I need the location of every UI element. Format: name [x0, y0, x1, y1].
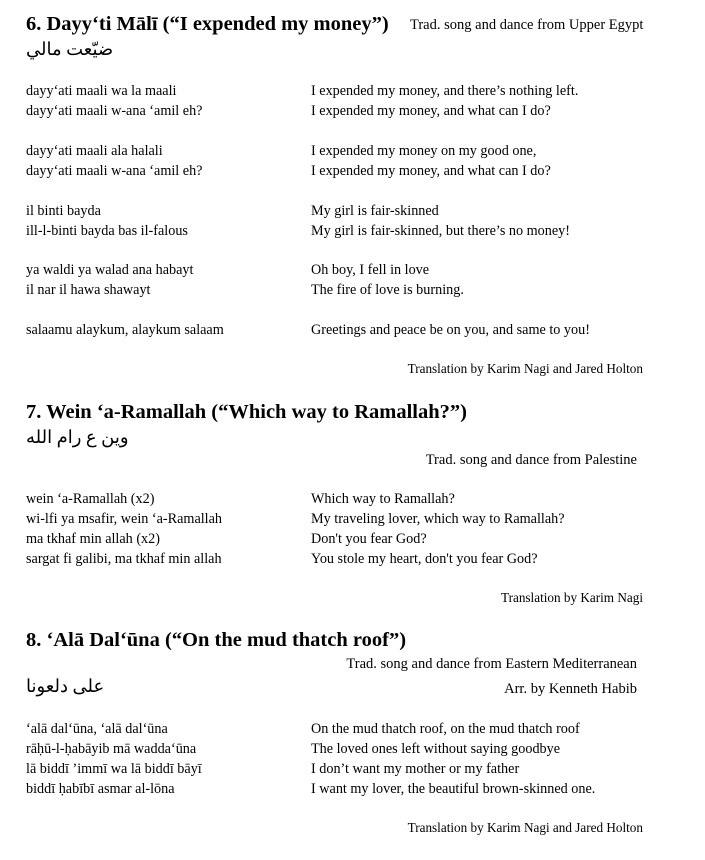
lyric-translation: My girl is fair-skinned, but there’s no money!	[311, 223, 570, 239]
lyric-original: wein ‘a-Ramallah (x2)	[26, 491, 155, 507]
arabic-title: ضيّعت مالي	[26, 39, 114, 59]
lyric-translation: I want my lover, the beautiful brown-skinned one.	[311, 781, 596, 797]
lyric-original: dayy‘ati maali wa la maali	[26, 83, 177, 99]
lyric-translation: Oh boy, I fell in love	[311, 262, 430, 278]
lyric-original: dayy‘ati maali ala halali	[26, 143, 163, 159]
lyric-original: ma tkhaf min allah (x2)	[26, 531, 160, 547]
lyric-original: salaamu alaykum, alaykum salaam	[26, 322, 224, 338]
lyric-original: biddī ḥabībī asmar al-lōna	[26, 781, 175, 797]
lyric-translation: My traveling lover, which way to Ramallah?	[311, 511, 565, 527]
arranger-credit: Arr. by Kenneth Habib	[504, 681, 637, 697]
lyric-translation: I don’t want my mother or my father	[311, 761, 520, 777]
lyric-translation: I expended my money, and there’s nothing left.	[311, 83, 579, 99]
song-title: 7. Wein ‘a-Ramallah (“Which way to Ramallah?”)	[26, 401, 467, 423]
lyric-translation: Don't you fear God?	[311, 531, 427, 547]
song-origin: Trad. song and dance from Palestine	[425, 452, 637, 468]
lyric-translation: On the mud thatch roof, on the mud thatch roof	[311, 721, 580, 737]
lyric-translation: I expended my money, and what can I do?	[311, 163, 551, 179]
lyric-original: il binti bayda	[26, 203, 101, 219]
arabic-title: على دلعونا	[26, 676, 105, 696]
song-title: 8. ‘Alā Dal‘ūna (“On the mud thatch roof”)	[26, 629, 407, 651]
lyric-original: ya waldi ya walad ana habayt	[26, 262, 194, 278]
lyric-original: dayy‘ati maali w-ana ‘amil eh?	[26, 103, 203, 119]
lyric-translation: Greetings and peace be on you, and same to you!	[311, 322, 590, 338]
translation-credit: Translation by Karim Nagi and Jared Holton	[407, 820, 643, 835]
lyric-original: ill-l-binti bayda bas il-falous	[26, 223, 188, 239]
lyric-original: lā biddī ’immī wa lā biddī bāyī	[26, 761, 202, 777]
lyric-translation: I expended my money, and what can I do?	[311, 103, 551, 119]
lyric-original: rāḥū-l-ḥabāyib mā wadda‘ūna	[26, 741, 197, 757]
song-origin: Trad. song and dance from Eastern Mediterranean	[346, 656, 637, 672]
translation-credit: Translation by Karim Nagi and Jared Holton	[407, 361, 643, 376]
arabic-title: وين ع رام الله	[26, 427, 129, 447]
lyric-original: sargat fi galibi, ma tkhaf min allah	[26, 551, 222, 567]
lyric-translation: I expended my money on my good one,	[311, 143, 537, 159]
lyric-original: wi-lfi ya msafir, wein ‘a-Ramallah	[26, 511, 223, 527]
lyric-translation: My girl is fair-skinned	[311, 203, 439, 219]
lyric-translation: You stole my heart, don't you fear God?	[311, 551, 538, 567]
lyric-translation: Which way to Ramallah?	[311, 491, 455, 507]
lyric-original: dayy‘ati maali w-ana ‘amil eh?	[26, 163, 203, 179]
lyric-original: il nar il hawa shawayt	[26, 282, 151, 298]
lyric-translation: The fire of love is burning.	[311, 282, 464, 298]
song-title: 6. Dayy‘ti Mālī (“I expended my money”)	[26, 13, 389, 35]
lyric-translation: The loved ones left without saying goodbye	[311, 741, 561, 757]
translation-credit: Translation by Karim Nagi	[501, 590, 643, 605]
song-origin: Trad. song and dance from Upper Egypt	[410, 17, 644, 33]
lyric-original: ‘alā dal‘ūna, ‘alā dal‘ūna	[26, 721, 168, 737]
